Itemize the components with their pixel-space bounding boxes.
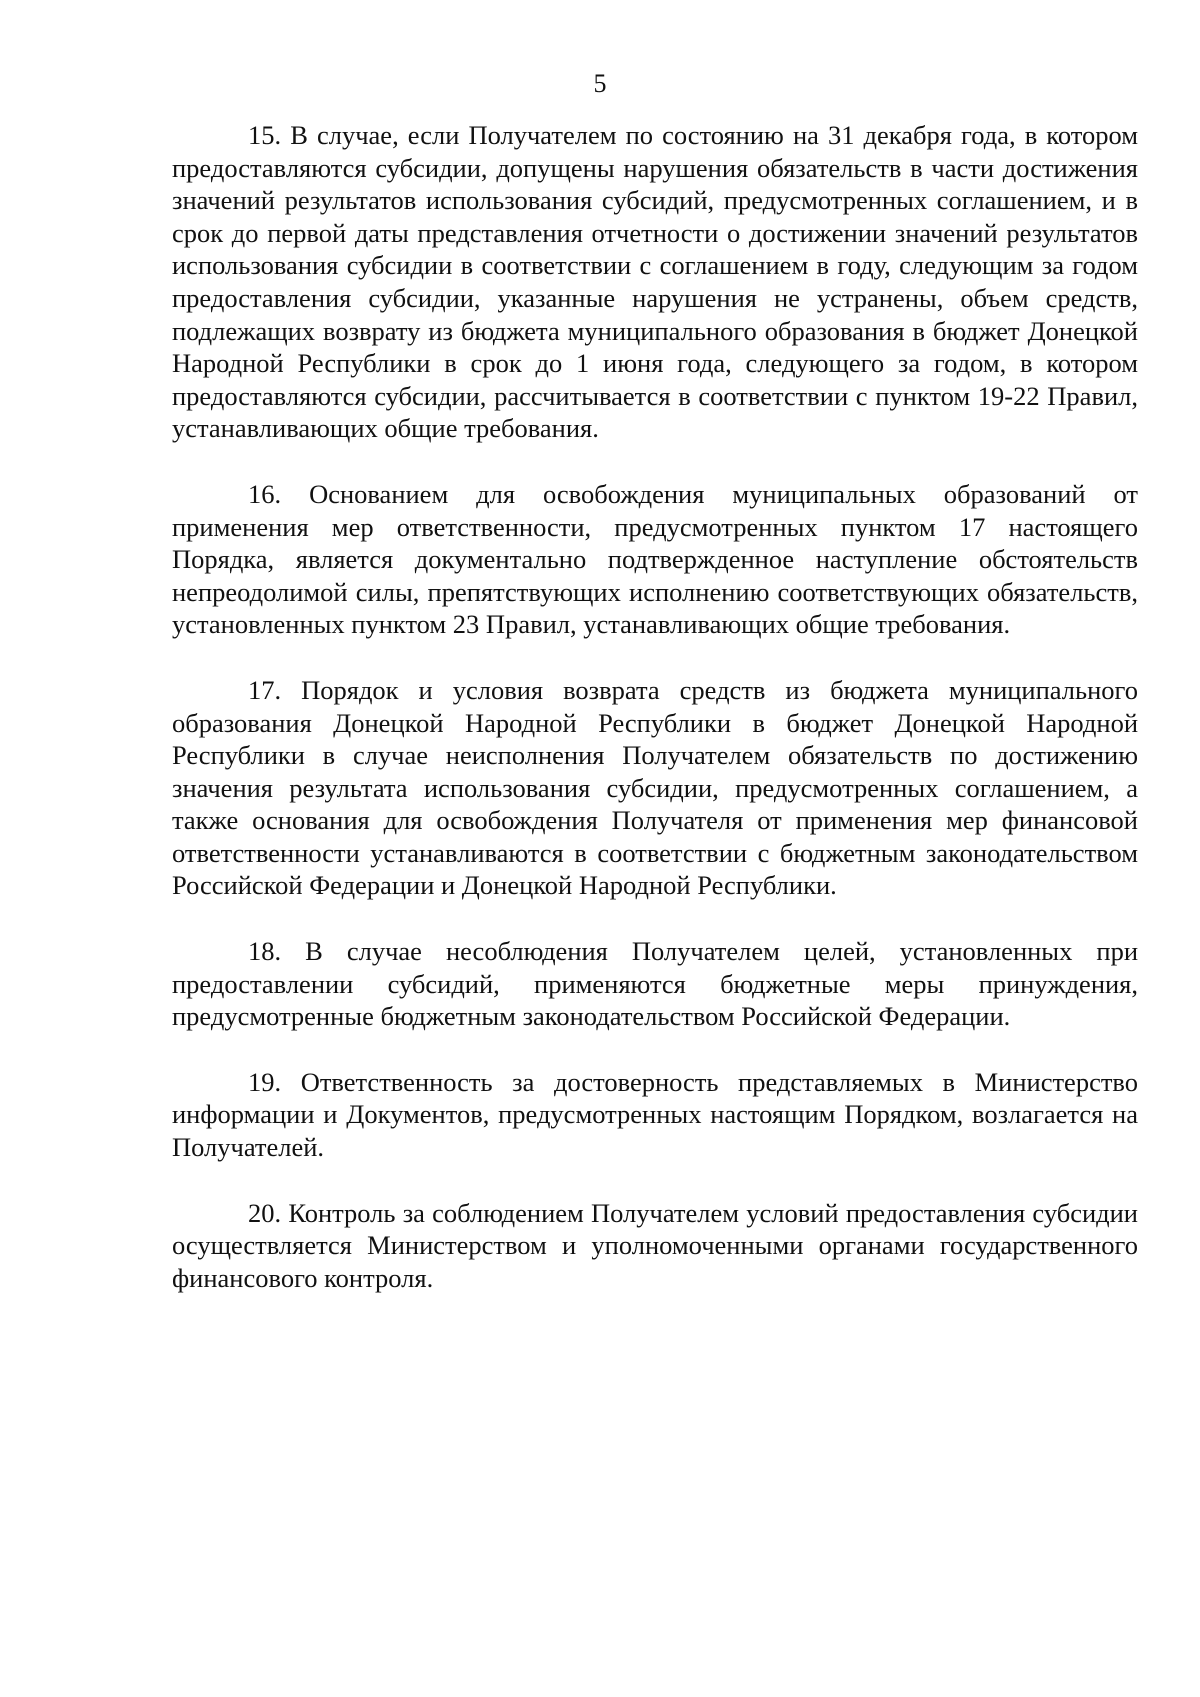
paragraph-15: 15. В случае, если Получателем по состоянию на 31 декабря года, в котором предоставляются субсидии, допущены нарушения обязательств в части достижения значений результатов использования субсидий, предусмотренных соглашением, и в срок до первой даты представления отчетности о достижении значений результатов использования субсидии в соответствии с соглашением в году, следующим за годом предоставления субсидии, указанные нарушения не устранены, объем средств, подлежащих возврату из бюджета муниципального образования в бюджет Донецкой Народной Республики в срок до 1 июня года, следующего за годом, в котором предоставляются субсидии, рассчитывается в соответствии с пунктом 19-22 Правил, устанавливающих общие требования. <box>172 120 1138 444</box>
paragraph-19: 19. Ответственность за достоверность представляемых в Министерство информации и Документов, предусмотренных настоящим Порядком, возлагается на Получателей. <box>172 1066 1138 1163</box>
paragraph-18: 18. В случае несоблюдения Получателем целей, установленных при предоставлении субсидий, применяются бюджетные меры принуждения, предусмотренные бюджетным законодательством Российской Федерации. <box>172 936 1138 1032</box>
paragraph-17: 17. Порядок и условия возврата средств из бюджета муниципального образования Донецкой Народной Республики в бюджет Донецкой Народной Республики в случае неисполнения Получателем обязательств по достижению значения результата использования субсидии, предусмотренных соглашением, а также основания для освобождения Получателя от применения мер финансовой ответственности устанавливаются в соответствии с бюджетным законодательством Российской Федерации и Донецкой Народной Республики. <box>172 674 1138 901</box>
paragraph-16: 16. Основанием для освобождения муниципальных образований от применения мер ответственности, предусмотренных пунктом 17 настоящего Порядка, является документально подтвержденное наступление обстоятельств непреодолимой силы, препятствующих исполнению соответствующих обязательств, установленных пунктом 23 Правил, устанавливающих общие требования. <box>172 478 1138 640</box>
document-body <box>172 119 1138 1327</box>
page-number: 5 <box>593 69 607 98</box>
paragraph-20: 20. Контроль за соблюдением Получателем условий предоставления субсидии осуществляется Министерством и уполномоченными органами государственного финансового контроля. <box>172 1197 1138 1293</box>
